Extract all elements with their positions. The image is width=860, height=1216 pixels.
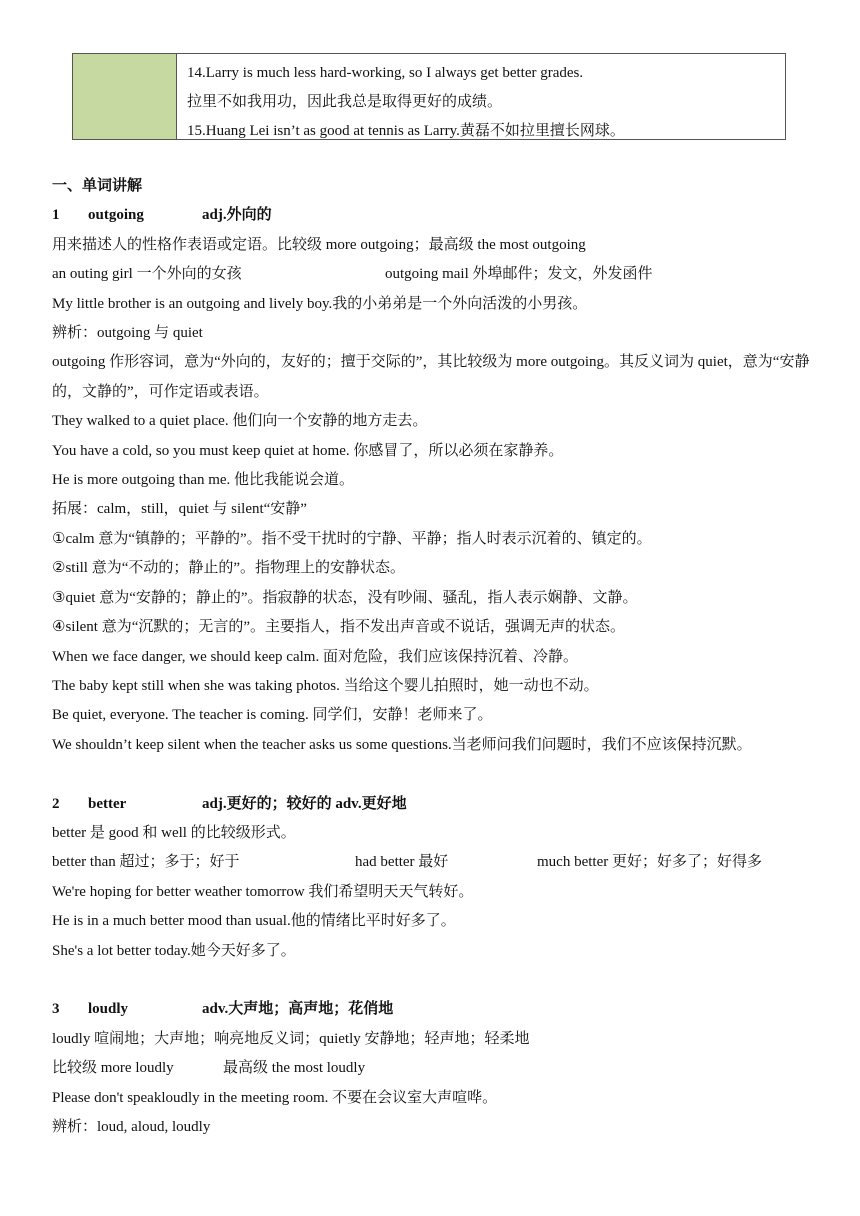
- text-line: They walked to a quiet place. 他们向一个安静的地方走去。: [52, 413, 428, 430]
- example-table: [72, 53, 786, 140]
- text-line: You have a cold, so you must keep quiet at home. 你感冒了，所以必须在家静养。: [52, 442, 564, 459]
- text-line: 辨析：loud, aloud, loudly: [52, 1118, 211, 1135]
- phrase: much better 更好；好多了；好得多: [537, 854, 762, 871]
- text-line: ④silent 意为“沉默的；无言的”。主要指人，指不发出声音或不说话，强调无声的状态。: [52, 619, 626, 636]
- spacer: [52, 760, 822, 789]
- section-title: 一、单词讲解: [52, 178, 143, 194]
- word-pos: adj.更好的；较好的 adv.更好地: [202, 795, 407, 812]
- spacer: [52, 966, 822, 995]
- word-heading-outgoing: [52, 201, 822, 230]
- table-row-14-cn: 拉里不如我用功，因此我总是取得更好的成绩。: [187, 94, 503, 110]
- text-line: Please don't speakloudly in the meeting room. 不要在会议室大声喧哗。: [52, 1089, 498, 1106]
- word-term: loudly: [88, 1001, 129, 1018]
- word-heading-better: [52, 790, 822, 819]
- text-line: 辨析：outgoing 与 quiet: [52, 325, 203, 342]
- phrase: outgoing mail 外埠邮件；发文，外发函件: [385, 266, 653, 283]
- phrase: had better 最好: [355, 854, 449, 871]
- word-number: 3: [52, 1001, 60, 1018]
- lesson-content: [52, 172, 822, 1142]
- word-term: outgoing: [88, 207, 144, 224]
- text-line: She's a lot better today.她今天好多了。: [52, 942, 296, 959]
- text-paragraph: We shouldn’t keep silent when the teacher asks us some questions.当老师问我们问题时，我们不应该保持沉默。: [52, 736, 752, 753]
- text-line: Be quiet, everyone. The teacher is coming. 同学们，安静！老师来了。: [52, 707, 493, 724]
- word-heading-loudly: [52, 995, 822, 1024]
- text-line: He is in a much better mood than usual.他的情绪比平时好多了。: [52, 913, 456, 930]
- phrase: an outing girl 一个外向的女孩: [52, 266, 242, 283]
- text-line: We're hoping for better weather tomorrow 我们希望明天天气转好。: [52, 883, 474, 900]
- word-pos: adj.外向的: [202, 207, 272, 224]
- text-line: better 是 good 和 well 的比较级形式。: [52, 824, 296, 841]
- text-line: ②still 意为“不动的；静止的”。指物理上的安静状态。: [52, 560, 406, 577]
- text-line: loudly 喧闹地；大声地；响亮地反义词；quietly 安静地；轻声地；轻柔地: [52, 1030, 530, 1047]
- text-line: [52, 848, 822, 877]
- phrase: better than 超过；多于；好于: [52, 854, 240, 871]
- table-label-cell: [73, 54, 177, 139]
- phrase: 比较级 more loudly: [52, 1060, 174, 1077]
- text-line: ①calm 意为“镇静的；平静的”。指不受干扰时的宁静、平静；指人时表示沉着的、镇定的。: [52, 530, 652, 547]
- word-number: 1: [52, 207, 60, 224]
- word-pos: adv.大声地；高声地；花俏地: [202, 1001, 394, 1018]
- text-line: [52, 260, 822, 289]
- word-term: better: [88, 795, 127, 812]
- phrase: 最高级 the most loudly: [223, 1060, 366, 1077]
- word-number: 2: [52, 795, 60, 812]
- table-row-15: 15.Huang Lei isn’t as good at tennis as Larry.黄磊不如拉里擅长网球。: [187, 123, 625, 139]
- text-line: 拓展：calm，still，quiet 与 silent“安静”: [52, 501, 307, 518]
- text-line: He is more outgoing than me. 他比我能说会道。: [52, 472, 355, 489]
- text-paragraph: outgoing 作形容词，意为“外向的，友好的；擅于交际的”，其比较级为 more outgoing。其反义词为 quiet，意为“安静的，文静的”，可作定语或表语。: [52, 354, 810, 400]
- text-line: ③quiet 意为“安静的；静止的”。指寂静的状态，没有吵闹、骚乱，指人表示娴静、文静。: [52, 589, 638, 606]
- table-row-14-en: 14.Larry is much less hard-working, so I always get better grades.: [187, 65, 584, 81]
- text-line: The baby kept still when she was taking photos. 当给这个婴儿拍照时，她一动也不动。: [52, 677, 599, 694]
- text-line: When we face danger, we should keep calm. 面对危险，我们应该保持沉着、冷静。: [52, 648, 578, 665]
- text-line: My little brother is an outgoing and lively boy.我的小弟弟是一个外向活泼的小男孩。: [52, 295, 588, 312]
- text-line: [52, 1054, 822, 1083]
- text-line: 用来描述人的性格作表语或定语。比较级 more outgoing；最高级 the most outgoing: [52, 236, 586, 253]
- table-content-cell: [177, 54, 785, 139]
